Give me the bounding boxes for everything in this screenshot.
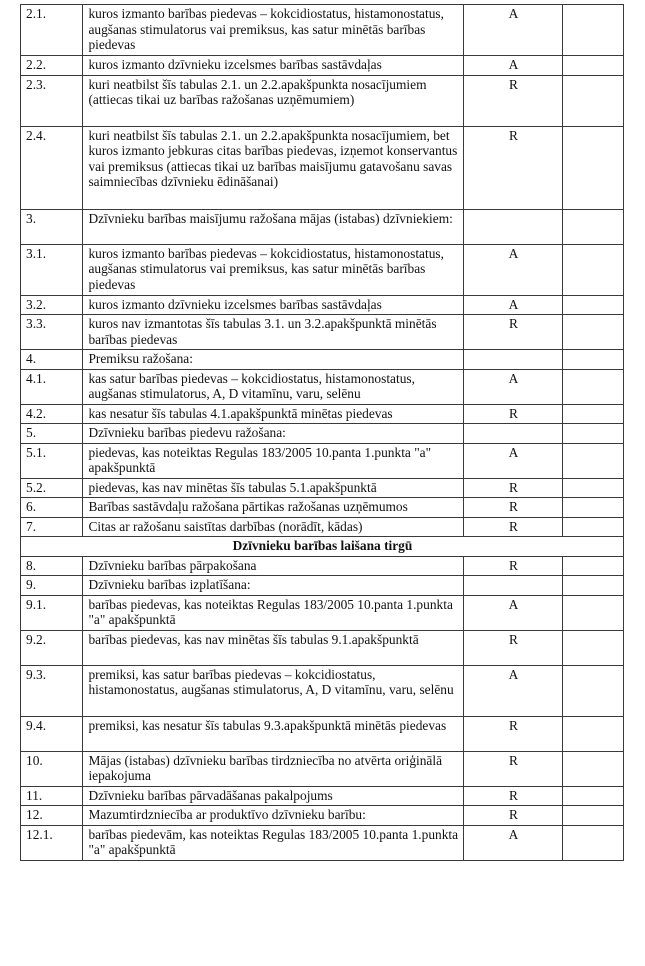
row-empty-cell <box>562 5 623 56</box>
table-row <box>21 244 624 295</box>
row-number: 12. <box>21 806 83 826</box>
row-description: Citas ar ražošanu saistītas darbības (norādīt, kādas) <box>83 517 464 537</box>
row-code: A <box>464 244 562 295</box>
row-description: Premiksu ražošana: <box>83 350 464 370</box>
row-code <box>464 350 562 370</box>
table-row <box>21 786 624 806</box>
row-empty-cell <box>562 630 623 665</box>
row-empty-cell <box>562 404 623 424</box>
row-empty-cell <box>562 517 623 537</box>
row-number: 9.4. <box>21 716 83 751</box>
row-code: R <box>464 75 562 126</box>
row-empty-cell <box>562 556 623 576</box>
row-description: Mājas (istabas) dzīvnieku barības tirdzniecība no atvērta oriģinālā iepakojuma <box>83 751 464 786</box>
row-empty-cell <box>562 825 623 860</box>
row-description: kas satur barības piedevas – kokcidiostatus, histamonostatus, augšanas stimulatorus, A, D vitamīnu, varu, selēnu <box>83 369 464 404</box>
row-code: A <box>464 5 562 56</box>
table-row <box>21 630 624 665</box>
row-empty-cell <box>562 595 623 630</box>
row-code: A <box>464 665 562 716</box>
table-row <box>21 350 624 370</box>
row-empty-cell <box>562 126 623 209</box>
row-number: 3.3. <box>21 315 83 350</box>
row-code: A <box>464 825 562 860</box>
table-row <box>21 369 624 404</box>
row-number: 11. <box>21 786 83 806</box>
row-description: Dzīvnieku barības maisījumu ražošana mājas (istabas) dzīvniekiem: <box>83 209 464 244</box>
row-code: R <box>464 786 562 806</box>
table-row <box>21 478 624 498</box>
table-row <box>21 517 624 537</box>
table-row <box>21 404 624 424</box>
row-number: 9.2. <box>21 630 83 665</box>
row-empty-cell <box>562 295 623 315</box>
row-description: kuros izmanto barības piedevas – kokcidiostatus, histamonostatus, augšanas stimulatorus vai premiksus, kas satur minētās barības piedevas <box>83 5 464 56</box>
row-empty-cell <box>562 576 623 596</box>
row-empty-cell <box>562 498 623 518</box>
row-description: premiksi, kas nesatur šīs tabulas 9.3.apakšpunktā minētās piedevas <box>83 716 464 751</box>
row-code: R <box>464 404 562 424</box>
row-empty-cell <box>562 806 623 826</box>
row-empty-cell <box>562 665 623 716</box>
row-number: 9.3. <box>21 665 83 716</box>
table-row <box>21 751 624 786</box>
section-heading: Dzīvnieku barības laišana tirgū <box>21 537 624 557</box>
activity-table <box>20 4 624 861</box>
row-number: 4.2. <box>21 404 83 424</box>
row-code: R <box>464 126 562 209</box>
row-code: A <box>464 595 562 630</box>
table-row <box>21 209 624 244</box>
table-row <box>21 75 624 126</box>
table-row <box>21 556 624 576</box>
row-description: Dzīvnieku barības pārpakošana <box>83 556 464 576</box>
table-row <box>21 595 624 630</box>
row-code: R <box>464 315 562 350</box>
row-description: Dzīvnieku barības izplatīšana: <box>83 576 464 596</box>
row-number: 2.4. <box>21 126 83 209</box>
row-number: 4.1. <box>21 369 83 404</box>
row-empty-cell <box>562 75 623 126</box>
row-number: 9. <box>21 576 83 596</box>
row-description: Barības sastāvdaļu ražošana pārtikas ražošanas uzņēmumos <box>83 498 464 518</box>
row-number: 4. <box>21 350 83 370</box>
row-number: 2.2. <box>21 56 83 76</box>
row-description: barības piedevas, kas noteiktas Regulas 183/2005 10.panta 1.punkta "a" apakšpunktā <box>83 595 464 630</box>
row-code: R <box>464 556 562 576</box>
table-row <box>21 443 624 478</box>
table-row <box>21 665 624 716</box>
row-code <box>464 576 562 596</box>
row-number: 6. <box>21 498 83 518</box>
row-description: Dzīvnieku barības pārvadāšanas pakalpojums <box>83 786 464 806</box>
row-description: kuros izmanto dzīvnieku izcelsmes barības sastāvdaļas <box>83 295 464 315</box>
row-empty-cell <box>562 443 623 478</box>
row-number: 2.3. <box>21 75 83 126</box>
row-description: kas nesatur šīs tabulas 4.1.apakšpunktā minētas piedevas <box>83 404 464 424</box>
row-code <box>464 424 562 444</box>
row-empty-cell <box>562 751 623 786</box>
row-code: R <box>464 478 562 498</box>
row-empty-cell <box>562 424 623 444</box>
row-number: 3.1. <box>21 244 83 295</box>
row-description: barības piedevas, kas nav minētas šīs tabulas 9.1.apakšpunktā <box>83 630 464 665</box>
row-description: piedevas, kas nav minētas šīs tabulas 5.1.apakšpunktā <box>83 478 464 498</box>
row-empty-cell <box>562 209 623 244</box>
row-empty-cell <box>562 56 623 76</box>
row-description: kuros izmanto dzīvnieku izcelsmes barības sastāvdaļas <box>83 56 464 76</box>
row-empty-cell <box>562 315 623 350</box>
row-code: R <box>464 517 562 537</box>
table-row <box>21 5 624 56</box>
row-code: R <box>464 498 562 518</box>
table-row <box>21 806 624 826</box>
row-number: 7. <box>21 517 83 537</box>
row-description: barības piedevām, kas noteiktas Regulas 183/2005 10.panta 1.punkta "a" apakšpunktā <box>83 825 464 860</box>
table-row <box>21 126 624 209</box>
row-number: 3. <box>21 209 83 244</box>
table-row <box>21 498 624 518</box>
table-row <box>21 716 624 751</box>
row-code: R <box>464 630 562 665</box>
row-code: R <box>464 716 562 751</box>
row-number: 12.1. <box>21 825 83 860</box>
table-row <box>21 424 624 444</box>
row-description: kuros izmanto barības piedevas – kokcidiostatus, histamonostatus, augšanas stimulatorus vai premiksus, kas satur minētās barības piedevas <box>83 244 464 295</box>
table-row <box>21 295 624 315</box>
row-code: A <box>464 369 562 404</box>
row-number: 5.1. <box>21 443 83 478</box>
row-code: A <box>464 443 562 478</box>
row-code: R <box>464 806 562 826</box>
row-empty-cell <box>562 244 623 295</box>
row-empty-cell <box>562 369 623 404</box>
row-number: 8. <box>21 556 83 576</box>
row-number: 5. <box>21 424 83 444</box>
row-description: Dzīvnieku barības piedevu ražošana: <box>83 424 464 444</box>
row-number: 5.2. <box>21 478 83 498</box>
table-row <box>21 315 624 350</box>
row-code: R <box>464 751 562 786</box>
row-code <box>464 209 562 244</box>
row-number: 9.1. <box>21 595 83 630</box>
table-row <box>21 825 624 860</box>
row-code: A <box>464 56 562 76</box>
row-description: piedevas, kas noteiktas Regulas 183/2005 10.panta 1.punkta "a" apakšpunktā <box>83 443 464 478</box>
row-description: kuri neatbilst šīs tabulas 2.1. un 2.2.apakšpunkta nosacījumiem (attiecas tikai uz barības ražošanas uzņēmumiem) <box>83 75 464 126</box>
row-empty-cell <box>562 716 623 751</box>
row-number: 10. <box>21 751 83 786</box>
row-number: 3.2. <box>21 295 83 315</box>
section-heading-row <box>21 537 624 557</box>
row-empty-cell <box>562 478 623 498</box>
table-row <box>21 576 624 596</box>
row-empty-cell <box>562 786 623 806</box>
row-description: kuros nav izmantotas šīs tabulas 3.1. un 3.2.apakšpunktā minētās barības piedevas <box>83 315 464 350</box>
table-row <box>21 56 624 76</box>
row-description: kuri neatbilst šīs tabulas 2.1. un 2.2.apakšpunkta nosacījumiem, bet kuros izmanto jebkuras citas barības piedevas, izņemot konservantus vai premiksus (attiecas tikai uz barības maisījumu gatavošanu savas saimniecības dzīvnieku ēdināšanai) <box>83 126 464 209</box>
row-empty-cell <box>562 350 623 370</box>
row-description: premiksi, kas satur barības piedevas – kokcidiostatus, histamonostatus, augšanas stimulatorus, A, D vitamīnu, varu, selēnu <box>83 665 464 716</box>
row-code: A <box>464 295 562 315</box>
row-number: 2.1. <box>21 5 83 56</box>
row-description: Mazumtirdzniecība ar produktīvo dzīvnieku barību: <box>83 806 464 826</box>
